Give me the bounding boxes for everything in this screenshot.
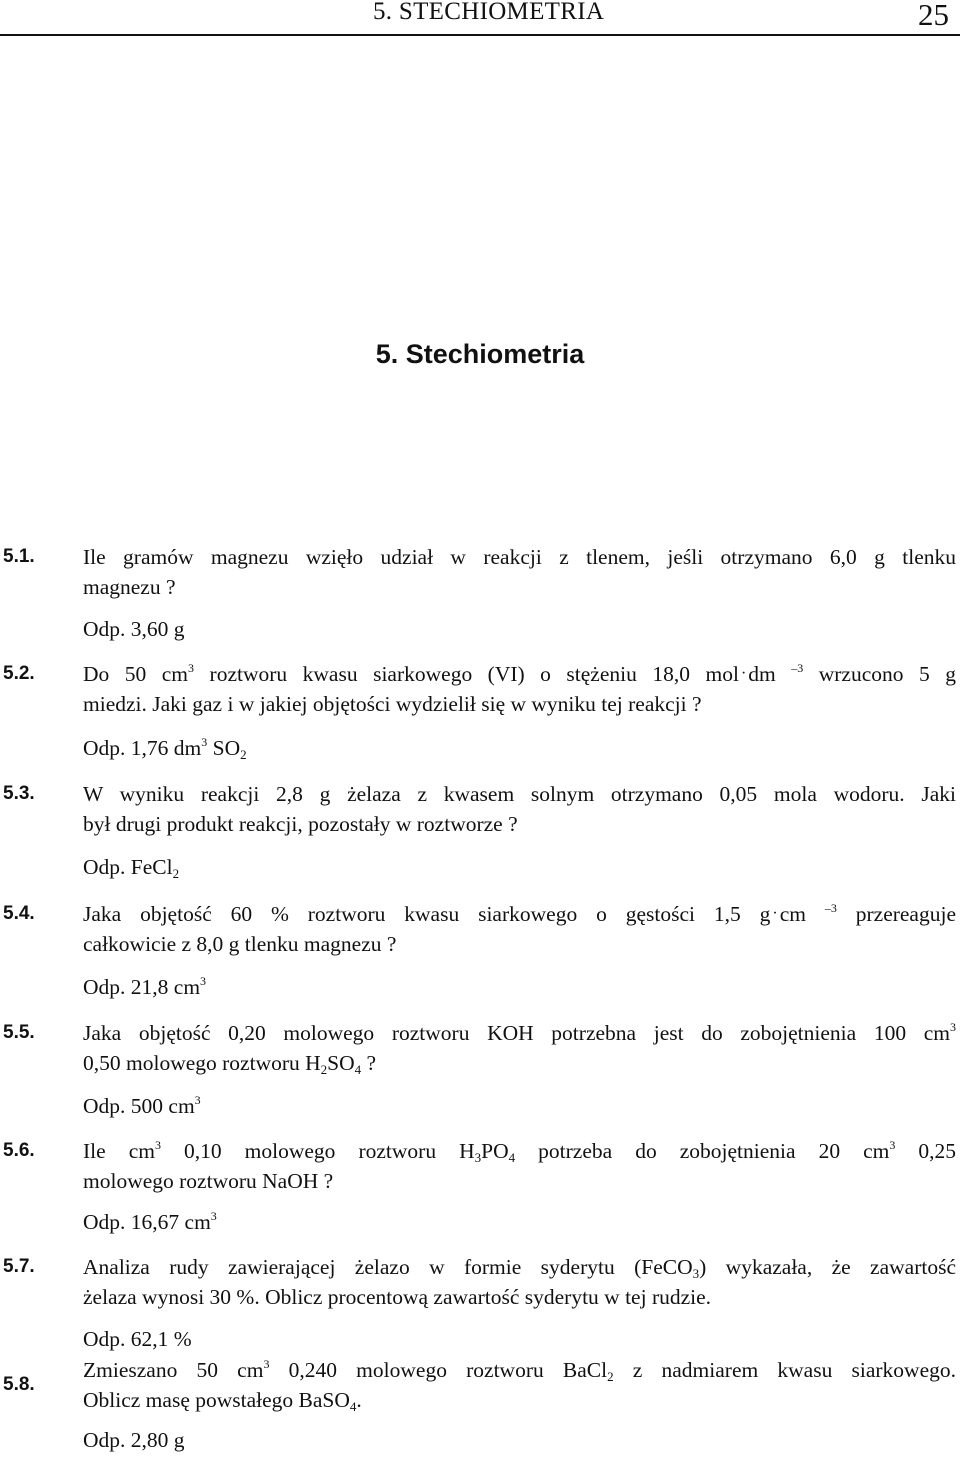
chapter-title: 5. Stechiometria (375, 339, 585, 369)
problem-number-5-3: 5.3. (3, 783, 35, 804)
problem-number-5-2: 5.2. (3, 663, 35, 684)
problem-text-5-5: Jaka objętość 0,20 molowego roztworu KOH potrzebna jest do zobojętnienia 100 $cm^3$ 0,50 molowego roztworu $H_2SO_4$ ? (83, 1020, 956, 1077)
problem-text-5-6: Ile $cm^3$ 0,10 molowego roztworu $H_3PO_4$ potrzeba do zobojętnienia 20 $cm^3$ 0,25 molowego roztworu NaOH ? (83, 1138, 957, 1193)
running-header-title: 5. STECHIOMETRIA (373, 0, 605, 25)
problem-text-5-8: Zmieszano 50 $cm^3$ 0,240 molowego roztworu BaCl$_2$ z nadmiarem kwasu siarkowego. Oblicz masę powstałego BaSO$_4$. (83, 1357, 956, 1414)
problem-text-5-7: Analiza rudy zawierającej żelazo w formie syderytu (FeCO$_3$) wykazała, że zawartość żelaza wynosi 30 %. Oblicz procentową zawartość syderytu w tej rudzie. (83, 1255, 956, 1309)
problem-number-5-4: 5.4. (3, 903, 35, 924)
problem-text-5-2: Do 50 $cm^3$ roztworu kwasu siarkowego (VI) o stężeniu 18,0 mol ·dm $^{-3}$ wrzucono 5 g miedzi. Jaki gaz i w jakiej objętości wydzielił się w wyniku tej reakcji ? (83, 661, 957, 716)
problem-text-5-3: W wyniku reakcji 2,8 g żelaza z kwasem solnym otrzymano 0,05 mola wodoru. Jaki był drugi produkt reakcji, pozostały w roztworze ? (83, 782, 956, 836)
answer-5-3: Odp. FeCl$_2$ (83, 855, 180, 881)
answer-5-4: Odp. 21,8 $cm^3$ (83, 974, 207, 999)
problem-number-5-6: 5.6. (3, 1140, 35, 1161)
answer-5-1: Odp. 3,60 g (83, 617, 185, 641)
problem-number-5-8: 5.8. (3, 1374, 35, 1395)
page-number: 25 (918, 0, 949, 32)
answer-5-5: Odp. 500 $cm^3$ (83, 1093, 201, 1118)
problem-number-5-5: 5.5. (3, 1022, 35, 1043)
answer-5-6: Odp. 16,67 $cm^3$ (83, 1209, 217, 1234)
answer-5-8: Odp. 2,80 g (83, 1428, 185, 1452)
answer-5-7: Odp. 62,1 % (83, 1327, 192, 1351)
problem-text-5-1: Ile gramów magnezu wzięło udział w reakcji z tlenem, jeśli otrzymano 6,0 g tlenku magnezu ? (83, 545, 956, 599)
problem-number-5-7: 5.7. (3, 1256, 35, 1277)
header-rule (0, 34, 960, 36)
problem-number-5-1: 5.1. (3, 546, 35, 567)
answer-5-2: Odp. 1,76 $dm^3$ $SO_2$ (83, 735, 247, 762)
problem-text-5-4: Jaka objętość 60 % roztworu kwasu siarkowego o gęstości 1,5 g ·cm $^{-3}$ przereaguje całkowicie z 8,0 g tlenku magnezu ? (83, 901, 956, 956)
